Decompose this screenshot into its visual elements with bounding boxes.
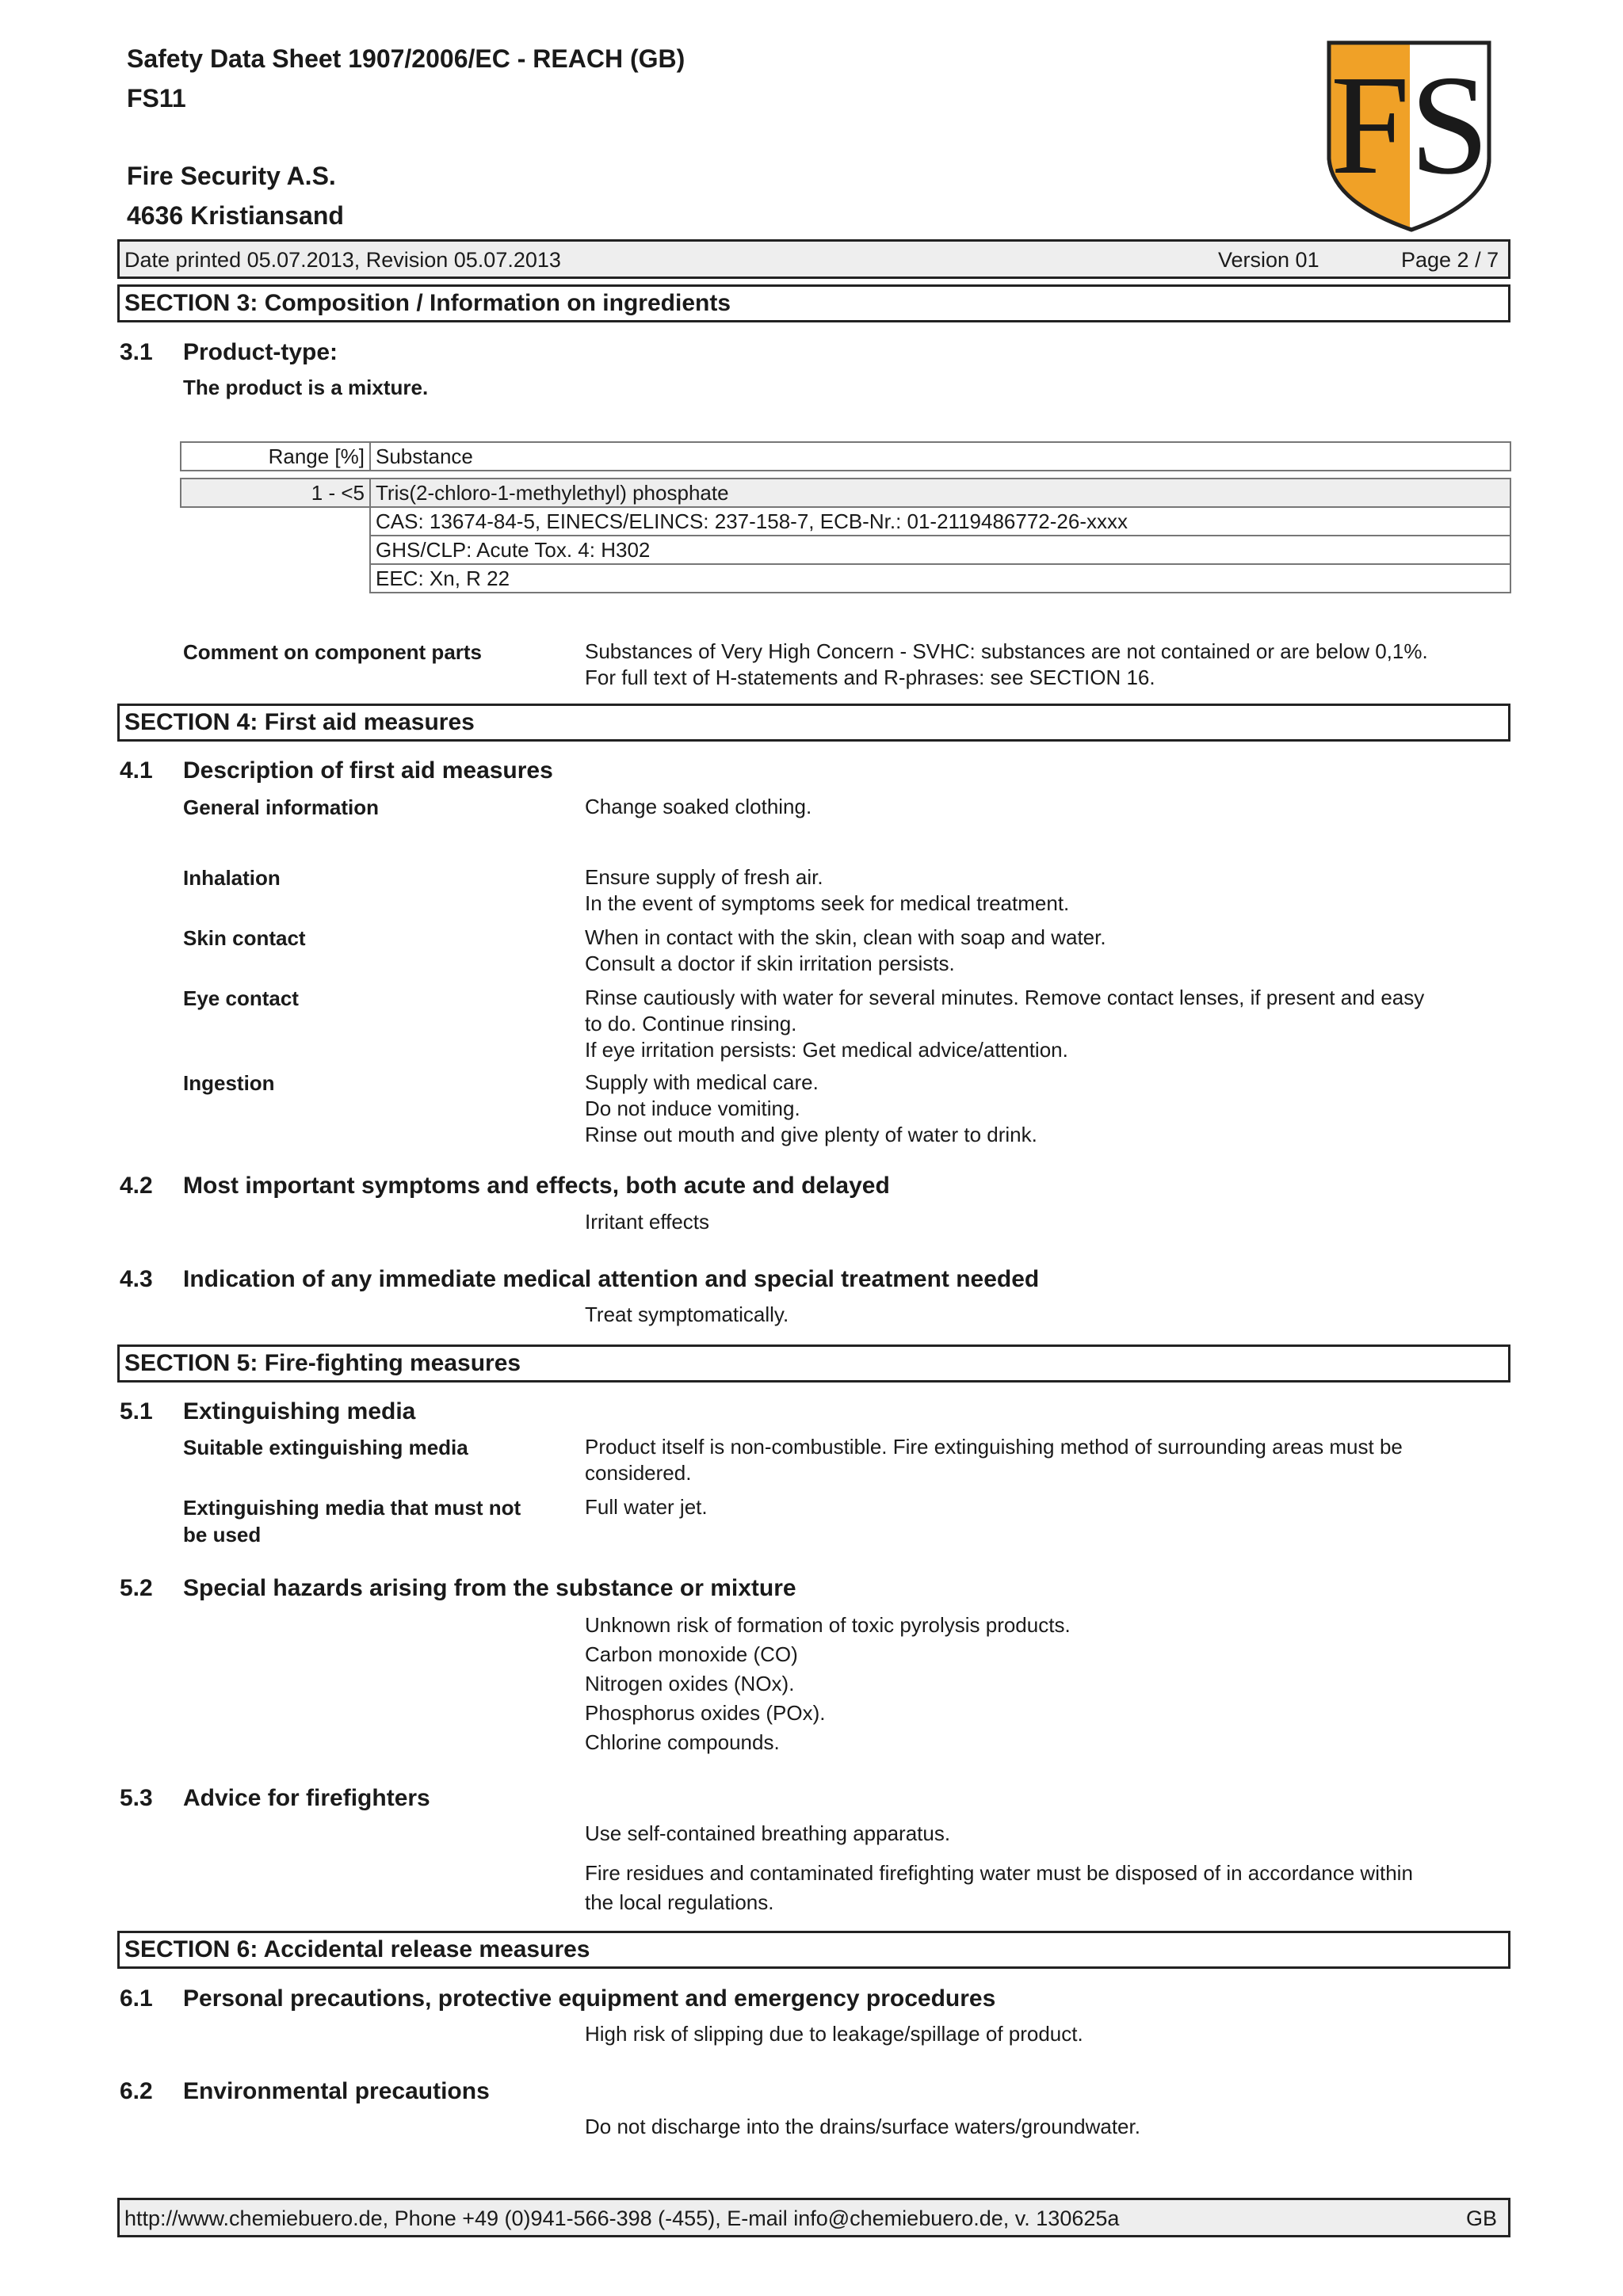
comment-line: Substances of Very High Concern - SVHC: substances are not contained or are below 0,1%. <box>585 639 1428 663</box>
subsection-title: Personal precautions, protective equipment and emergency procedures <box>183 1985 996 2012</box>
subsection-title: Advice for firefighters <box>183 1785 430 1811</box>
section-5-heading: SECTION 5: Fire-fighting measures <box>117 1344 1510 1383</box>
subsection-title: Extinguishing media <box>183 1398 416 1425</box>
comment-text <box>585 639 1504 691</box>
list-item: Nitrogen oxides (NOx). <box>585 1672 795 1695</box>
unsuitable-media-text: Full water jet. <box>585 1495 708 1519</box>
subsection-title: Product-type: <box>183 339 338 365</box>
subsection-number: 4.3 <box>120 1266 153 1292</box>
subsection-title: Special hazards arising from the substance or mixture <box>183 1575 796 1601</box>
version: Version 01 <box>1218 248 1319 272</box>
list-item: Chlorine compounds. <box>585 1730 780 1754</box>
ingestion-text <box>585 1070 1504 1148</box>
page-number: Page 2 / 7 <box>1401 248 1499 272</box>
suitable-media-text <box>585 1434 1504 1486</box>
document-title: Safety Data Sheet 1907/2006/EC - REACH (GB) <box>127 44 685 73</box>
list-item: Carbon monoxide (CO) <box>585 1642 798 1666</box>
section-4-heading: SECTION 4: First aid measures <box>117 704 1510 742</box>
revision-bar <box>117 239 1510 279</box>
section-3-heading: SECTION 3: Composition / Information on ingredients <box>117 284 1510 322</box>
footer-bar <box>117 2198 1510 2237</box>
suitable-media-label: Suitable extinguishing media <box>183 1436 468 1459</box>
text-line: Ensure supply of fresh air. <box>585 865 823 889</box>
text-line: Fire residues and contaminated firefighting water must be disposed of in accordance within <box>585 1861 1413 1885</box>
text-line: If eye irritation persists: Get medical advice/attention. <box>585 1038 1068 1062</box>
logo-lettering: FS <box>1330 46 1490 204</box>
subsection-title: Most important symptoms and effects, both acute and delayed <box>183 1173 890 1199</box>
subsection-number: 4.2 <box>120 1173 153 1199</box>
label-line: be used <box>183 1523 262 1547</box>
substance-name: Tris(2-chloro-1-methylethyl) phosphate <box>370 479 1510 507</box>
subsection-title: Description of first aid measures <box>183 757 553 784</box>
section-6-heading: SECTION 6: Accidental release measures <box>117 1931 1510 1969</box>
product-name: FS11 <box>127 84 186 113</box>
company-logo <box>1324 40 1495 234</box>
text-line: Consult a doctor if skin irritation persists. <box>585 952 955 975</box>
hazards-list <box>585 1611 1504 1757</box>
date-printed: Date printed 05.07.2013, Revision 05.07.2013 <box>124 248 561 272</box>
table-row <box>181 536 1510 564</box>
table-row <box>181 564 1510 593</box>
environmental-precautions-text: Do not discharge into the drains/surface waters/groundwater. <box>585 2115 1140 2138</box>
text-line: the local regulations. <box>585 1890 774 1914</box>
text-line: Supply with medical care. <box>585 1070 819 1094</box>
label-line: Extinguishing media that must not <box>183 1496 521 1520</box>
subsection-number: 6.2 <box>120 2078 153 2104</box>
comment-line: For full text of H-statements and R-phrases: see SECTION 16. <box>585 666 1155 689</box>
substance-eec: EEC: Xn, R 22 <box>370 564 1510 593</box>
unsuitable-media-label <box>183 1494 548 1548</box>
footer-country: GB <box>1465 2206 1497 2230</box>
treatment-text: Treat symptomatically. <box>585 1302 789 1326</box>
substance-ghs: GHS/CLP: Acute Tox. 4: H302 <box>370 536 1510 564</box>
firefighter-advice-1: Use self-contained breathing apparatus. <box>585 1821 951 1845</box>
composition-table <box>180 441 1511 593</box>
subsection-title: Indication of any immediate medical attention and special treatment needed <box>183 1266 1040 1292</box>
substance-header: Substance <box>370 442 1510 471</box>
text-line: Product itself is non-combustible. Fire extinguishing method of surrounding areas must be <box>585 1435 1403 1459</box>
ingestion-label: Ingestion <box>183 1071 275 1095</box>
text-line: Rinse cautiously with water for several minutes. Remove contact lenses, if present and easy <box>585 986 1425 1009</box>
table-header-row <box>181 442 1510 471</box>
inhalation-label: Inhalation <box>183 866 281 890</box>
text-line: to do. Continue rinsing. <box>585 1012 797 1035</box>
subsection-number: 5.3 <box>120 1785 153 1811</box>
eye-contact-label: Eye contact <box>183 986 299 1010</box>
general-info-label: General information <box>183 795 380 819</box>
subsection-number: 3.1 <box>120 339 153 365</box>
subsection-number: 5.1 <box>120 1398 153 1425</box>
comment-label: Comment on component parts <box>183 640 483 664</box>
text-line: Do not induce vomiting. <box>585 1097 800 1120</box>
inhalation-text <box>585 864 1504 917</box>
table-row <box>181 479 1510 507</box>
table-row <box>181 507 1510 536</box>
text-line: Rinse out mouth and give plenty of water to drink. <box>585 1123 1037 1146</box>
text-line: In the event of symptoms seek for medical treatment. <box>585 891 1070 915</box>
text-line: When in contact with the skin, clean with soap and water. <box>585 925 1106 949</box>
company-name: Fire Security A.S. <box>127 162 336 190</box>
subsection-title: Environmental precautions <box>183 2078 490 2104</box>
subsection-number: 4.1 <box>120 757 153 784</box>
company-city: 4636 Kristiansand <box>127 201 344 230</box>
range-header: Range [%] <box>181 442 370 471</box>
eye-contact-text <box>585 985 1504 1063</box>
list-item: Unknown risk of formation of toxic pyrolysis products. <box>585 1613 1071 1637</box>
footer-contact: http://www.chemiebuero.de, Phone +49 (0)941-566-398 (-455), E-mail info@chemiebuero.de, v. 130625a <box>124 2206 1120 2230</box>
range-value: 1 - <5 <box>181 479 370 507</box>
general-info-text: Change soaked clothing. <box>585 795 812 818</box>
subsection-number: 5.2 <box>120 1575 153 1601</box>
subsection-number: 6.1 <box>120 1985 153 2012</box>
text-line: considered. <box>585 1461 692 1485</box>
skin-contact-text <box>585 925 1504 977</box>
symptoms-text: Irritant effects <box>585 1210 710 1234</box>
firefighter-advice-2 <box>585 1859 1504 1917</box>
skin-contact-label: Skin contact <box>183 926 306 950</box>
substance-cas: CAS: 13674-84-5, EINECS/ELINCS: 237-158-7, ECB-Nr.: 01-2119486772-26-xxxx <box>370 507 1510 536</box>
list-item: Phosphorus oxides (POx). <box>585 1701 826 1725</box>
product-type-value: The product is a mixture. <box>183 376 429 399</box>
personal-precautions-text: High risk of slipping due to leakage/spillage of product. <box>585 2022 1083 2046</box>
